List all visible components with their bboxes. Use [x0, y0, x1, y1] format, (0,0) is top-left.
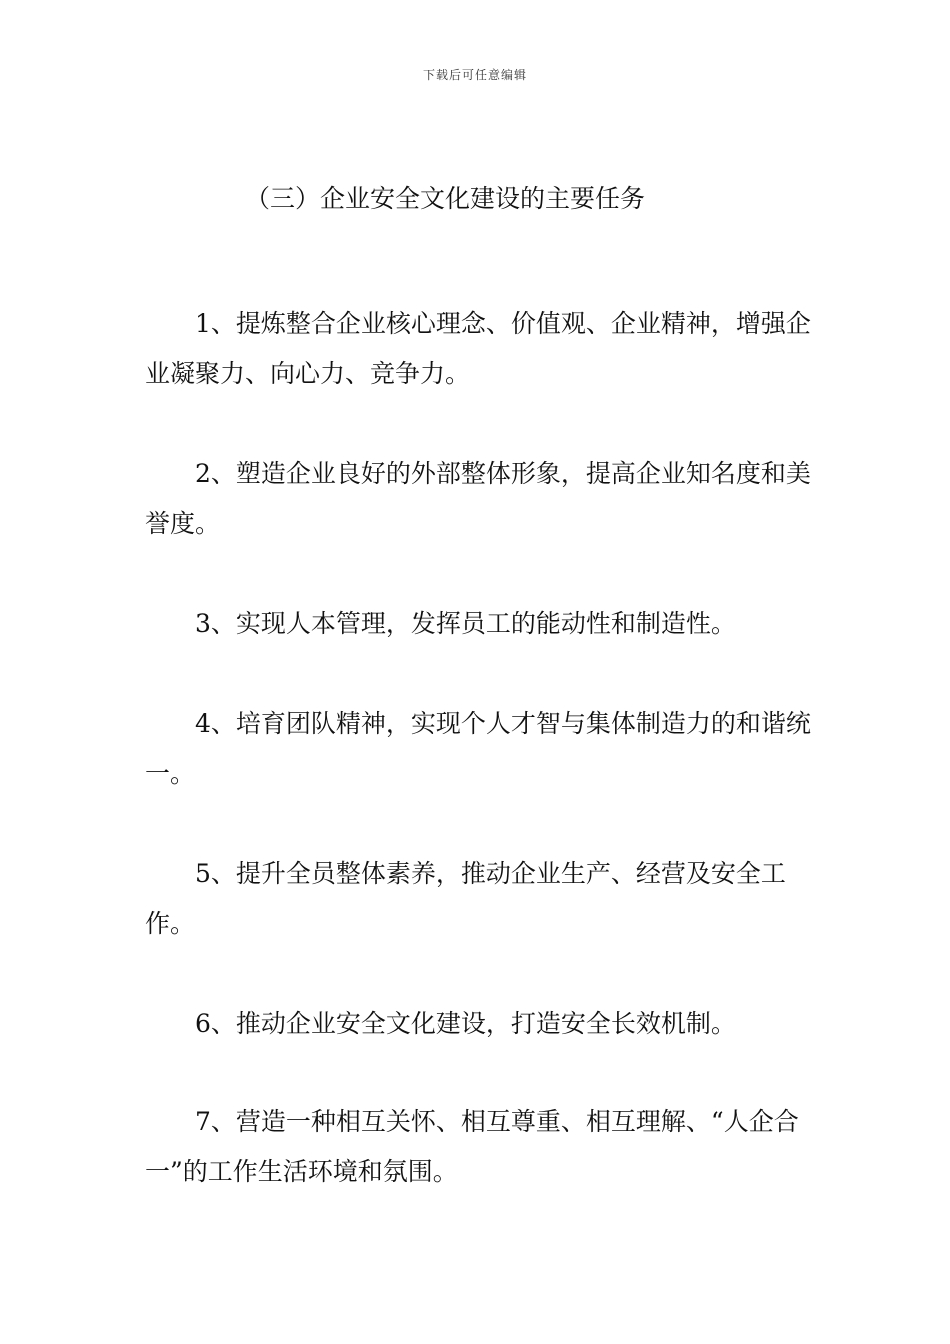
section-title: （三）企业安全文化建设的主要任务: [245, 184, 646, 213]
task-item-3: 3、实现人本管理，发挥员工的能动性和制造性。: [195, 609, 736, 638]
task-item-4: 4、培育团队精神，实现个人才智与集体制造力的和谐统一。: [145, 709, 811, 788]
task-item-2: 2、塑造企业良好的外部整体形象，提高企业知名度和美誉度。: [145, 459, 811, 538]
task-item-5: 5、提升全员整体素养，推动企业生产、经营及安全工作。: [145, 859, 786, 938]
header-note: 下载后可任意编辑: [422, 68, 527, 82]
task-item-6: 6、推动企业安全文化建设，打造安全长效机制。: [195, 1009, 736, 1038]
task-item-1: 1、提炼整合企业核心理念、价值观、企业精神，增强企业凝聚力、向心力、竞争力。: [145, 309, 811, 388]
task-item-7: 7、营造一种相互关怀、相互尊重、相互理解、“人企合一”的工作生活环境和氛围。: [145, 1107, 799, 1186]
